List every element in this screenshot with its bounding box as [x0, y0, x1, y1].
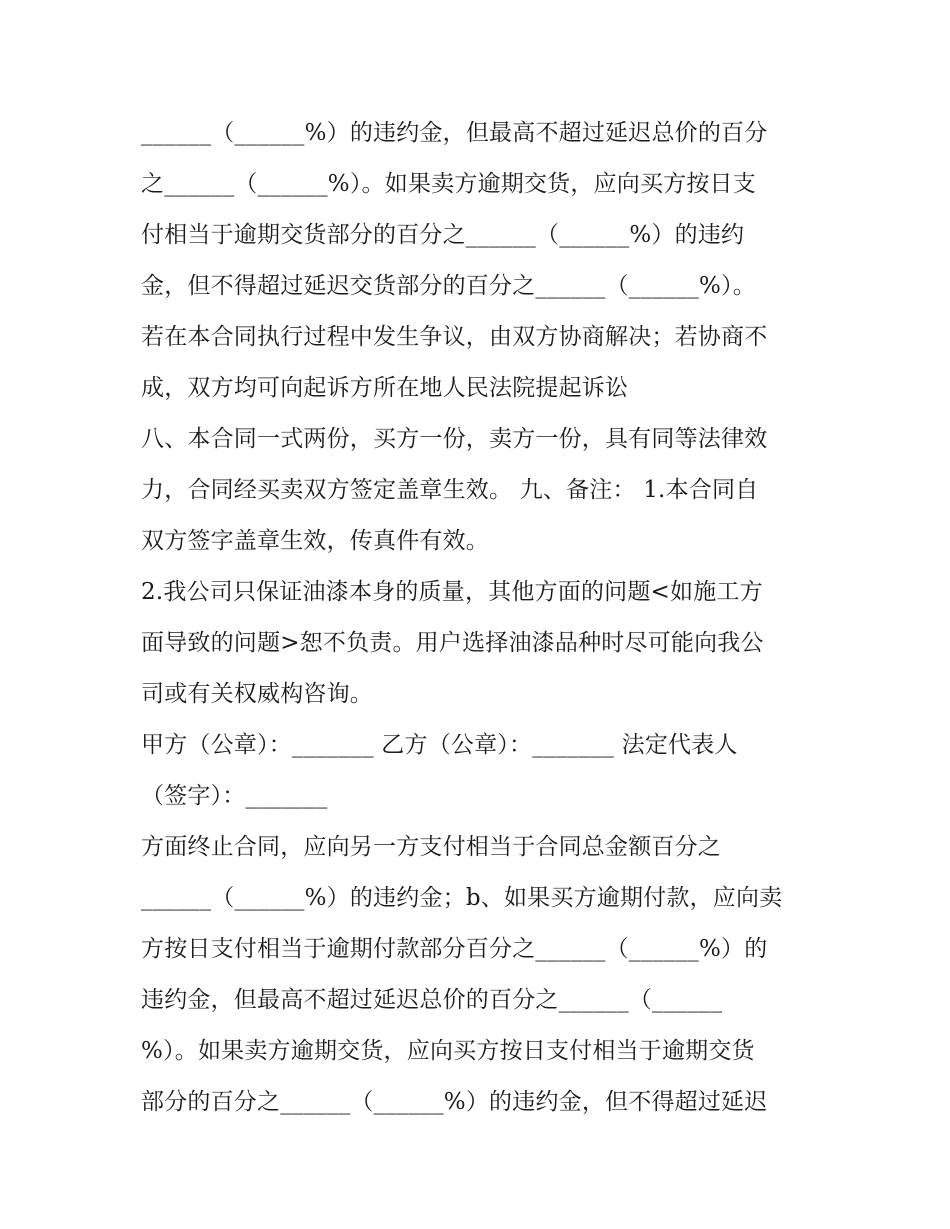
text-line: ______（______%）的违约金；b、如果买方逾期付款，应向卖: [141, 885, 783, 911]
text-line: 2.我公司只保证油漆本身的质量，其他方面的问题<如施工方: [141, 579, 763, 605]
text-line: 金，但不得超过延迟交货部分的百分之______（______%）。: [141, 273, 756, 299]
signature-line: 甲方（公章）：_______ 乙方（公章）：_______ 法定代表人: [141, 732, 738, 758]
text-line: 若在本合同执行过程中发生争议，由双方协商解决；若协商不: [141, 324, 768, 350]
text-line: 成，双方均可向起诉方所在地人民法院提起诉讼: [141, 375, 629, 401]
text-line: %）。如果卖方逾期交货，应向买方按日支付相当于逾期交货: [141, 1038, 755, 1064]
text-line: 之______（______%）。如果卖方逾期交货，应向买方按日支: [141, 171, 756, 197]
text-line: 违约金，但最高不超过延迟总价的百分之______（______: [141, 987, 723, 1013]
text-line: 双方签字盖章生效，传真件有效。: [141, 528, 489, 554]
text-line: 司或有关权威构咨询。: [141, 681, 373, 707]
text-line: 八、本合同一式两份，买方一份，卖方一份，具有同等法律效: [141, 426, 768, 452]
text-line: 付相当于逾期交货部分的百分之______（______%）的违约: [141, 222, 745, 248]
signature-line: （签字）：_______: [141, 783, 328, 809]
document-body: [141, 108, 821, 1128]
text-line: 部分的百分之______（______%）的违约金，但不得超过延迟: [141, 1089, 768, 1115]
text-line: 力，合同经买卖双方签定盖章生效。 九、备注： 1.本合同自: [141, 477, 759, 503]
text-line: ______（______%）的违约金，但最高不超过延迟总价的百分: [141, 120, 768, 146]
text-line: 方按日支付相当于逾期付款部分百分之______（______%）的: [141, 936, 768, 962]
text-line: 面导致的问题>恕不负责。用户选择油漆品种时尽可能向我公: [141, 630, 764, 656]
text-line: 方面终止合同，应向另一方支付相当于合同总金额百分之: [141, 834, 721, 860]
